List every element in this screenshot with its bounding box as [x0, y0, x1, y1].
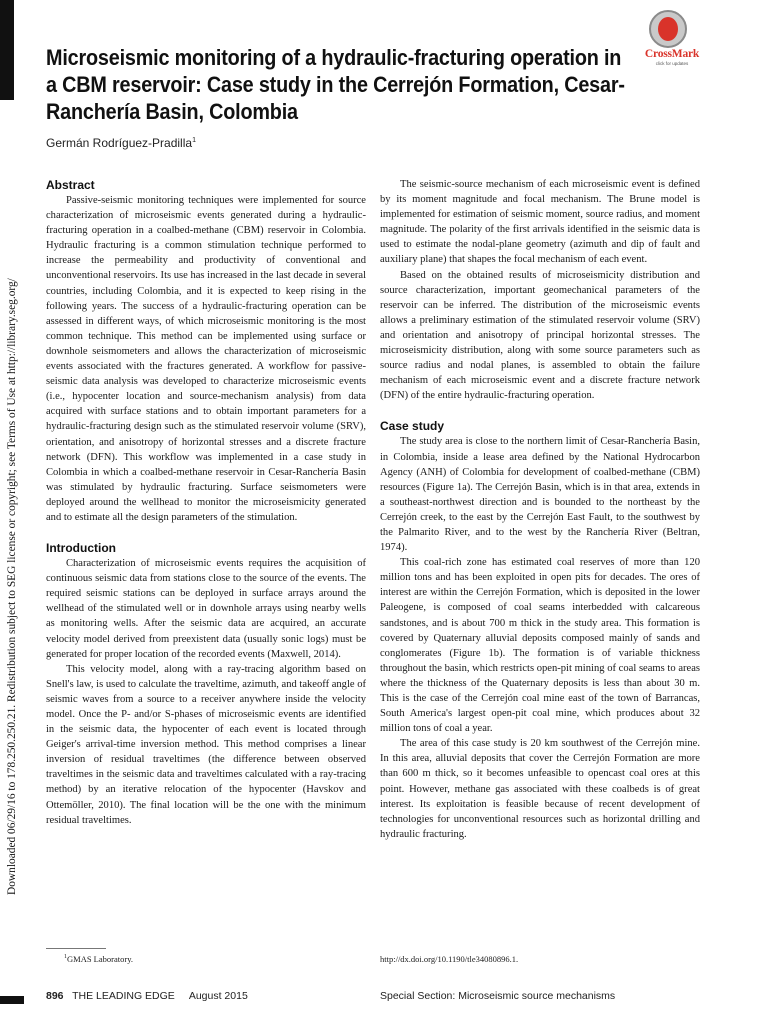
- issue-date: August 2015: [188, 990, 248, 1002]
- crossmark-icon: [649, 10, 687, 48]
- case-study-paragraph: This coal-rich zone has estimated coal reserves of more than 120 million tons and has been exploited in open pits for decades. The ores of interest are within the Cerrejón Formation, which is deposited in the lower Paleogene, is composed of coal seams interbedded with calcareous sandstones, and is about 700 m thick in the study area. This formation is covered by Quaternary alluvial deposits composed mainly of sands and conglomerates (Figure 1b). The formation is of variable thickness throughout the basin, which restricts open-pit mining of coal seams to areas where the thickness of the Quaternary deposits is less than about 30 m. This is the case of the Cerrejón coal mine east of the town of Barrancas, South America's largest open-pit coal mine, which produces about 32 million tons of coal a year.: [380, 557, 700, 735]
- introduction-heading: Introduction: [46, 541, 116, 556]
- footnote-rule: [46, 948, 106, 949]
- intro-paragraph: Characterization of microseismic events requires the acquisition of continuous seismic data from stations close to the source of the events. The required seismic stations can be deployed in surface arrays around the wellhead of the stimulated well or in downhole arrays using nearby wells as monitoring wells. After the seismic data are acquired, an accurate velocity model derived from preexistent data (usually sonic logs) must be generated for proper location of the recorded events (Maxwell, 2014).: [46, 558, 366, 660]
- article-title: Microseismic monitoring of a hydraulic-fracturing operation in a CBM reservoir: Case study in the Cerrejón Formation, Cesar-Ranchería Basin, Colombia: [46, 45, 625, 124]
- right-column: [380, 177, 700, 842]
- mechanism-paragraph: The seismic-source mechanism of each microseismic event is defined by its moment magnitude and focal mechanism. The Brune model is implemented for estimation of seismic moment, source radius, and moment magnitude. The polarity of the first arrivals identified in the seismic data is used to estimate the nodal-plane geometry (azimuth and dip of fault and auxiliary plane) that shapes the focal mechanism of each event.: [380, 179, 700, 266]
- section-name: Special Section: Microseismic source mechanisms: [380, 990, 616, 1002]
- journal-name: THE LEADING EDGE: [72, 990, 175, 1002]
- footer-left: [46, 990, 248, 1002]
- abstract-text: Passive-seismic monitoring techniques were implemented for source characterization of microseismic events generated during a hydraulic-fracturing operation in a coalbed-methane (CBM) reservoir in Colombia. Hydraulic fracturing is a common stimulation technique performed to increase the permeability and productivity of conventional and unconventional reservoirs. Its use has increased in the last decade in several countries, including Colombia, and it is expected to keep rising in the following years. The success of a hydraulic-fracturing operation can be assessed in different ways, of which microseismic monitoring is the most common technique. This method can be implemented using surface or downhole seismometers and allows the characterization of microseismic events associated with the fractures generated. A workflow for passive-seismic data analysis was developed to characterize microseismic events (i.e., hypocenter location and source-mechanism analysis) from data acquired with surface stations and to obtain important parameters for a hydraulic-fracturing design such as the stimulated reservoir volume (SRV), orientation, and anisotropy of horizontal stresses and a discrete fracture network (DFN). This workflow was implemented in a case study in Colombia in which a coalbed-methane reservoir in Cesar-Ranchería Basin was stimulated by hydraulic fracturing. Surface seismometers were deployed around the wellhead to monitor the microseismicity generated and to estimate all the design parameters of the stimulation.: [46, 195, 366, 523]
- author-affil-mark: 1: [192, 137, 196, 144]
- abstract-heading: Abstract: [46, 178, 95, 192]
- crossmark-label: CrossMark: [644, 48, 700, 60]
- footnote-text: GMAS Laboratory.: [67, 954, 134, 964]
- case-study-paragraph: The study area is close to the northern limit of Cesar-Ranchería Basin, in Colombia, inside a lease area defined by the National Hydrocarbon Agency (ANH) of Colombia for development of coalbed-methane (CBM) resources (Figure 1a). The Cerrejón Basin, which is in that area, extends in a southeast-northwest direction and is bounded to the northeast by the Cerrejón creek, to the east by the Cerrejón East Fault, to the southwest by the Palmarito River, and to the west by the Ranchería River (Beltran, 1974).: [380, 436, 700, 554]
- intro-paragraph: This velocity model, along with a ray-tracing algorithm based on Snell's law, is used to calculate the traveltime, azimuth, and takeoff angle of seismic waves from a source to a receiver anywhere inside the velocity model. Once the P- and/or S-phases of microseismic events are identified in the seismic data, the hypocenter of each event is located through Geiger's arrival-time inversion method. This method comprises a linear inversion of residual traveltimes (the difference between observed traveltimes in the seismic data and traveltimes calculated with a ray-tracing method) by an iterative relocation of the hypocenter (Havskov and Ottemöller, 2010). The final location will be the one with the minimum residual traveltimes.: [46, 663, 366, 826]
- crossmark-sub: click for updates: [655, 61, 689, 66]
- author-line: [46, 136, 196, 150]
- case-study-heading: Case study: [380, 419, 445, 434]
- footnote-mark: 1: [64, 954, 67, 961]
- bottom-edge-bar: [0, 996, 24, 1004]
- geomechanics-paragraph: Based on the obtained results of microseismicity distribution and source characterization, important geomechanical parameters of the reservoir can be inferred. The distribution of the microseismic events allows a preliminary estimation of the stimulated reservoir volume (SRV) and orientation and anisotropy of principal horizontal stresses. The microseismicity distribution, along with some source parameters such as source radius and nodal planes, is assembled to obtain the failure mechanism of each microseismic event and a discrete fracture network (DFN) of the entire hydraulic-fracturing operation.: [380, 269, 700, 402]
- author-name: Germán Rodríguez-Pradilla: [46, 136, 193, 150]
- top-edge-bar: [0, 0, 14, 100]
- left-column: [46, 177, 366, 828]
- case-study-paragraph: The area of this case study is 20 km southwest of the Cerrejón mine. In this area, alluvial deposits that cover the Cerrejón Formation are more than 600 m thick, so it becomes unfeasible to opencast coal ores at this point. However, methane gas associated with these coalbeds is of great interest. Its exploitation is feasible because of recent development of technologies for unconventional resources such as horizontal drilling and hydraulic fracturing.: [380, 738, 700, 840]
- page-number: 896: [46, 990, 64, 1002]
- crossmark-badge[interactable]: [640, 10, 702, 66]
- download-notice: Downloaded 06/29/16 to 178.250.250.21. Redistribution subject to SEG license or copyright; see Terms of Use at http://library.seg.org/: [6, 278, 18, 895]
- doi-link[interactable]: http://dx.doi.org/10.1190/tle34080896.1.: [380, 954, 519, 964]
- footnote: [64, 954, 133, 964]
